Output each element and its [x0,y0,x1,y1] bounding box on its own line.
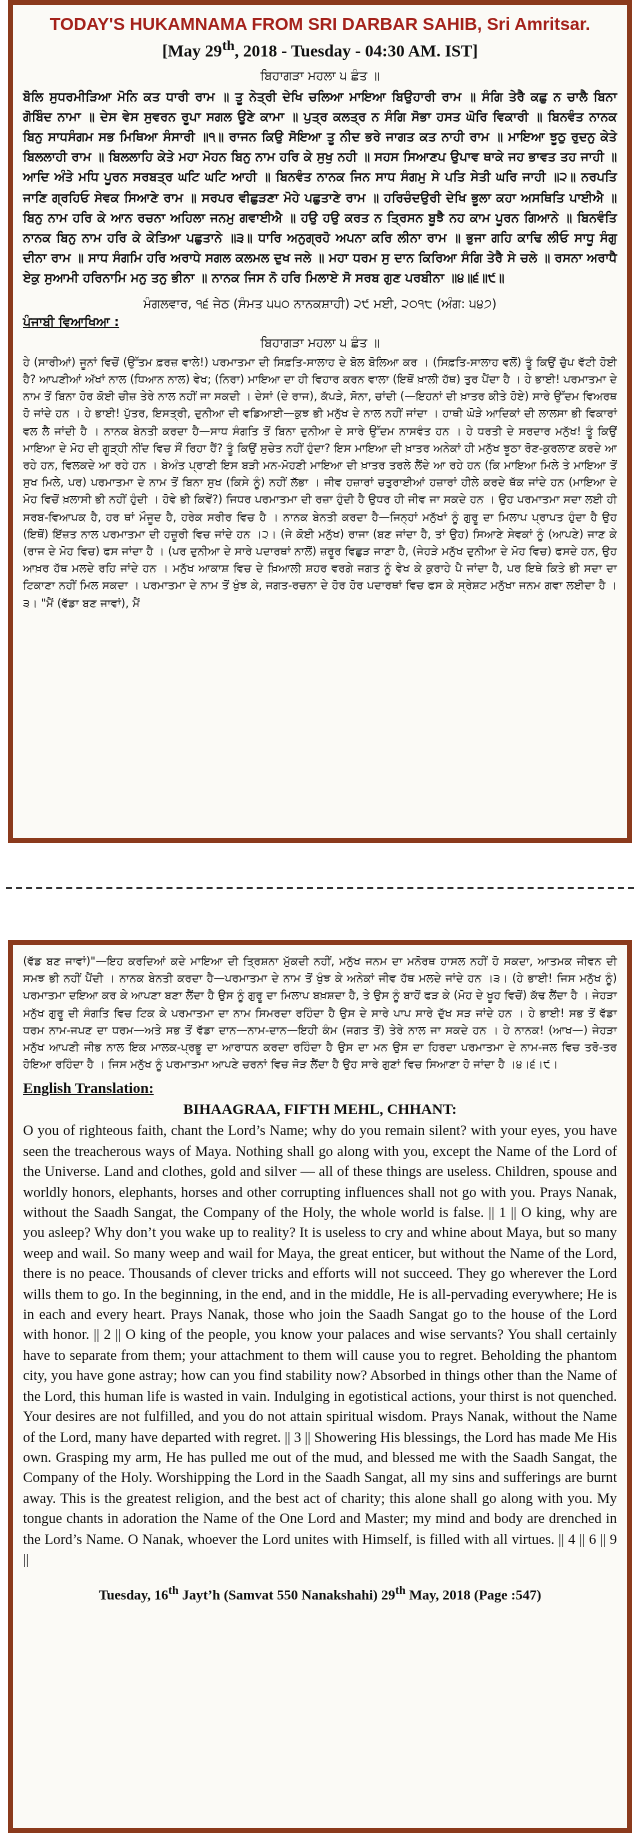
page-divider [6,887,634,889]
punjabi-date-line: ਮੰਗਲਵਾਰ, ੧੬ ਜੇਠ (ਸੰਮਤ ੫੫੦ ਨਾਨਕਸ਼ਾਹੀ) ੨੯ ਮਈ, ੨੦੧੮ (ਅੰਗ: ੫੪੭) [143,295,497,311]
date-subtitle [23,35,617,63]
english-translation-label: English Translation: [23,1081,154,1098]
english-heading: BIHAAGRAA, FIFTH MEHL, CHHANT: [183,1102,457,1119]
hukamnama-panel-top [8,0,632,843]
footer-suffix: May, 2018 (Page :547) [405,1589,542,1605]
vyakhya-heading: ਬਿਹਾਗੜਾ ਮਹਲਾ ੫ ਛੰਤ ॥ [260,334,380,350]
punjabi-vyakhya-label: ਪੰਜਾਬੀ ਵਿਆਖਿਆ : [23,313,120,329]
footer-middle: Jayt’h (Samvat 550 Nanakshahi) 29 [178,1589,396,1605]
date-suffix: , 2018 - Tuesday - 04:30 AM. IST] [234,41,478,61]
footer-ordinal-1: th [168,1584,179,1598]
page-title: TODAY'S HUKAMNAMA FROM SRI DARBAR SAHIB, Sri Amritsar. [49,14,591,34]
gurbani-heading: ਬਿਹਾਗੜਾ ਮਹਲਾ ੫ ਛੰਤ ॥ [260,67,380,83]
gurbani-text: ਬੋਲਿ ਸੁਧਰਮੀੜਿਆ ਮੋਨਿ ਕਤ ਧਾਰੀ ਰਾਮ ॥ ਤੂ ਨੇਤ੍ਰੀ ਦੇਖਿ ਚਲਿਆ ਮਾਇਆ ਬਿਉਹਾਰੀ ਰਾਮ ॥ ਸੰਗਿ ਤੇਰੈ ਕਛੁ ਨ ਚਾਲੈ ਬਿਨਾ ਗੋਬਿੰਦ ਨਾਮਾ ॥ ਦੇਸ ਵੇਸ ਸੁਵਰਨ ਰੂਪਾ ਸਗਲ ਊਣੇ ਕਾਮਾ ॥ ਪੁਤ੍ਰ ਕਲਤ੍ਰ ਨ ਸੰਗਿ ਸੋਭਾ ਹਸਤ ਘੋਰਿ ਵਿਕਾਰੀ ॥ ਬਿਨਵੰਤ ਨਾਨਕ ਬਿਨੁ ਸਾਧਸੰਗਮ ਸਭ ਮਿਥਿਆ ਸੰਸਾਰੀ ॥੧॥ ਰਾਜਨ ਕਿਉ ਸੋਇਆ ਤੂ ਨੀਦ ਭਰੇ ਜਾਗਤ ਕਤ ਨਾਹੀ ਰਾਮ ॥ ਮਾਇਆ ਝੂਠੁ ਰੁਦਨੁ ਕੇਤੇ ਬਿਲਲਾਹੀ ਰਾਮ ॥ ਬਿਲਲਾਹਿ ਕੇਤੇ ਮਹਾ ਮੋਹਨ ਬਿਨੁ ਨਾਮ ਹਰਿ ਕੇ ਸੁਖੁ ਨਹੀ ॥ ਸਹਸ ਸਿਆਣਪ ਉਪਾਵ ਥਾਕੇ ਜਹ ਭਾਵਤ ਤਹ ਜਾਹੀ ॥ ਆਦਿ ਅੰਤੇ ਮਧਿ ਪੂਰਨ ਸਰਬਤ੍ਰ ਘਟਿ ਘਟਿ ਆਹੀ ॥ ਬਿਨਵੰਤ ਨਾਨਕ ਜਿਨ ਸਾਧ ਸੰਗਮੁ ਸੇ ਪਤਿ ਸੇਤੀ ਘਰਿ ਜਾਹੀ ॥੨॥ ਨਰਪਤਿ ਜਾਣਿ ਗ੍ਰਹਿਓ ਸੇਵਕ ਸਿਆਣੇ ਰਾਮ ॥ ਸਰਪਰ ਵੀਛੁੜਣਾ ਮੋਹੇ ਪਛੁਤਾਣੇ ਰਾਮ ॥ ਹਰਿਚੰਦਉਰੀ ਦੇਖਿ ਭੂਲਾ ਕਹਾ ਅਸਥਿਤਿ ਪਾਈਐ ॥ ਬਿਨੁ ਨਾਮ ਹਰਿ ਕੇ ਆਨ ਰਚਨਾ ਅਹਿਲਾ ਜਨਮੁ ਗਵਾਈਐ ॥ ਹਉ ਹਉ ਕਰਤ ਨ ਤ੍ਰਿਸਨ ਬੂਝੈ ਨਹ ਕਾਮ ਪੂਰਨ ਗਿਆਨੇ ॥ ਬਿਨਵੰਤਿ ਨਾਨਕ ਬਿਨੁ ਨਾਮ ਹਰਿ ਕੇ ਕੇਤਿਆ ਪਛੁਤਾਨੇ ॥੩॥ ਧਾਰਿ ਅਨੁਗ੍ਰਹੋ ਅਪਨਾ ਕਰਿ ਲੀਨਾ ਰਾਮ ॥ ਭੁਜਾ ਗਹਿ ਕਾਢਿ ਲੀਓ ਸਾਧੂ ਸੰਗੁ ਦੀਨਾ ਰਾਮ ॥ ਸਾਧ ਸੰਗਮਿ ਹਰਿ ਅਰਾਧੇ ਸਗਲ ਕਲਮਲ ਦੁਖ ਜਲੇ ॥ ਮਹਾ ਧਰਮ ਸੁ ਦਾਨ ਕਿਰਿਆ ਸੰਗਿ ਤੇਰੈ ਸੇ ਚਲੇ ॥ ਰਸਨਾ ਅਰਾਧੈ ਏਕੁ ਸੁਆਮੀ ਹਰਿਨਾਮਿ ਮਨੁ ਤਨੁ ਭੀਨਾ ॥ ਨਾਨਕ ਜਿਸ ਨੋ ਹਰਿ ਮਿਲਾਏ ਸੋ ਸਰਬ ਗੁਣ ਪਰਬੀਨਾ ॥੪॥੬॥੯॥ [23,88,617,286]
english-date-footer [23,1580,617,1608]
hukamnama-panel-bottom [8,940,632,1833]
punjabi-vyakhya-text: ਹੇ (ਸਾਰੀਆਂ) ਜੂਨਾਂ ਵਿਚੋਂ (ਉੱਤਮ ਫ਼ਰਜ਼ ਵਾਲੇ!) ਪਰਮਾਤਮਾ ਦੀ ਸਿਫ਼ਤਿ-ਸਾਲਾਹ ਦੇ ਬੋਲ ਬੋਲਿਆ ਕਰ । (ਸਿਫ਼ਤਿ-ਸਾਲਾਹ ਵਲੋਂ) ਤੂੰ ਕਿਉਂ ਚੁੱਪ ਵੱਟੀ ਹੋਈ ਹੈ? ਆਪਣੀਆਂ ਅੱਖਾਂ ਨਾਲ (ਧਿਆਨ ਨਾਲ) ਵੇਖ; (ਨਿਰਾ) ਮਾਇਆ ਦਾ ਹੀ ਵਿਹਾਰ ਕਰਨ ਵਾਲਾ (ਇਥੋਂ ਖ਼ਾਲੀ ਹੱਥ) ਤੁਰ ਪੈਂਦਾ ਹੈ । ਹੇ ਭਾਈ! ਪਰਮਾਤਮਾ ਦੇ ਨਾਮ ਤੋਂ ਬਿਨਾ ਹੋਰ ਕੋਈ ਚੀਜ਼ ਤੇਰੇ ਨਾਲ ਨਹੀਂ ਜਾ ਸਕਦੀ । ਦੇਸਾਂ (ਦੇ ਰਾਜ), ਕੱਪੜੇ, ਸੋਨਾ, ਚਾਂਦੀ (—ਇਹਨਾਂ ਦੀ ਖ਼ਾਤਰ ਕੀਤੇ ਹੋਏ) ਸਾਰੇ ਉੱਦਮ ਵਿਅਰਥ ਹੋ ਜਾਂਦੇ ਹਨ । ਹੇ ਭਾਈ! ਪੁੱਤਰ, ਇਸਤ੍ਰੀ, ਦੁਨੀਆ ਦੀ ਵਡਿਆਈ—ਕੁਝ ਭੀ ਮਨੁੱਖ ਦੇ ਨਾਲ ਨਹੀਂ ਜਾਂਦਾ । ਹਾਥੀ ਘੋੜੇ ਆਦਿਕਾਂ ਦੀ ਲਾਲਸਾ ਭੀ ਵਿਕਾਰਾਂ ਵਲ ਲੈ ਜਾਂਦੀ ਹੈ । ਨਾਨਕ ਬੇਨਤੀ ਕਰਦਾ ਹੈ—ਸਾਧ ਸੰਗਤਿ ਤੋਂ ਬਿਨਾ ਦੁਨੀਆ ਦੇ ਸਾਰੇ ਉੱਦਮ ਨਾਸਵੰਤ ਹਨ । ਹੇ ਧਰਤੀ ਦੇ ਸਰਦਾਰ ਮਨੁੱਖ! ਤੂੰ ਕਿਉਂ ਮਾਇਆ ਦੇ ਮੋਹ ਦੀ ਗੂੜ੍ਹੀ ਨੀਂਦ ਵਿਚ ਸੌਂ ਰਿਹਾ ਹੈਂ? ਤੂੰ ਕਿਉਂ ਸੁਚੇਤ ਨਹੀਂ ਹੁੰਦਾ? ਇਸ ਮਾਇਆ ਦੀ ਖ਼ਾਤਰ ਅਨੇਕਾਂ ਹੀ ਮਨੁੱਖ ਝੂਠਾ ਰੋਣ-ਕੁਰਲਾਣ ਕਰਦੇ ਆ ਰਹੇ ਹਨ, ਵਿਲਕਦੇ ਆ ਰਹੇ ਹਨ । ਬੇਅੰਤ ਪ੍ਰਾਣੀ ਇਸ ਬੜੀ ਮਨ-ਮੋਹਣੀ ਮਾਇਆ ਦੀ ਖ਼ਾਤਰ ਤਰਲੇ ਲੈਂਦੇ ਆ ਰਹੇ ਹਨ (ਕਿ ਮਾਇਆ ਮਿਲੇ ਤੇ ਮਾਇਆ ਤੋਂ ਸੁਖ ਮਿਲੇ, ਪਰ) ਪਰਮਾਤਮਾ ਦੇ ਨਾਮ ਤੋਂ ਬਿਨਾ ਸੁਖ (ਕਿਸੇ ਨੂੰ) ਨਹੀਂ ਲੱਭਾ । ਜੀਵ ਹਜ਼ਾਰਾਂ ਚਤੁਰਾਈਆਂ ਹਜ਼ਾਰਾਂ ਹੀਲੇ ਕਰਦੇ ਥੱਕ ਜਾਂਦੇ ਹਨ (ਮਾਇਆ ਦੇ ਮੋਹ ਵਿਚੋਂ ਖ਼ਲਾਸੀ ਭੀ ਨਹੀਂ ਹੁੰਦੀ । ਹੋਵੇ ਭੀ ਕਿਵੇਂ?) ਜਿਧਰ ਪਰਮਾਤਮਾ ਦੀ ਰਜ਼ਾ ਹੁੰਦੀ ਹੈ ਉਧਰ ਹੀ ਜੀਵ ਜਾ ਸਕਦੇ ਹਨ । ਉਹ ਪਰਮਾਤਮਾ ਸਦਾ ਲਈ ਹੀ ਸਰਬ-ਵਿਆਪਕ ਹੈ, ਹਰ ਥਾਂ ਮੌਜੂਦ ਹੈ, ਹਰੇਕ ਸਰੀਰ ਵਿਚ ਹੈ । ਨਾਨਕ ਬੇਨਤੀ ਕਰਦਾ ਹੈ—ਜਿਨ੍ਹਾਂ ਮਨੁੱਖਾਂ ਨੂੰ ਗੁਰੂ ਦਾ ਮਿਲਾਪ ਪ੍ਰਾਪਤ ਹੁੰਦਾ ਹੈ ਉਹ (ਇਥੋਂ) ਇੱਜ਼ਤ ਨਾਲ ਪਰਮਾਤਮਾ ਦੀ ਹਜ਼ੂਰੀ ਵਿਚ ਜਾਂਦੇ ਹਨ ।੨। (ਜੇ ਕੋਈ ਮਨੁੱਖ) ਰਾਜਾ (ਬਣ ਜਾਂਦਾ ਹੈ, ਤਾਂ ਉਹ) ਸਿਆਣੇ ਸੇਵਕਾਂ ਨੂੰ (ਆਪਣੇ) ਜਾਣ ਕੇ (ਰਾਜ ਦੇ ਮੋਹ ਵਿਚ) ਫਸ ਜਾਂਦਾ ਹੈ । (ਪਰ ਦੁਨੀਆ ਦੇ ਸਾਰੇ ਪਦਾਰਥਾਂ ਨਾਲੋਂ) ਜ਼ਰੂਰ ਵਿਛੁੜ ਜਾਣਾ ਹੈ, (ਜੇਹੜੇ ਮਨੁੱਖ ਦੁਨੀਆ ਦੇ ਮੋਹ ਵਿਚ) ਫਸਦੇ ਹਨ, ਉਹ ਆਖ਼ਰ ਹੱਥ ਮਲਦੇ ਰਹਿ ਜਾਂਦੇ ਹਨ । ਮਨੁੱਖ ਆਕਾਸ਼ ਵਿਚ ਦੇ ਖ਼ਿਆਲੀ ਸ਼ਹਰ ਵਰਗੇ ਜਗਤ ਨੂੰ ਵੇਖ ਕੇ ਕੁਰਾਹੇ ਪੈ ਜਾਂਦਾ ਹੈ, ਪਰ ਇਥੇ ਕਿਤੇ ਭੀ ਸਦਾ ਦਾ ਟਿਕਾਣਾ ਨਹੀਂ ਮਿਲ ਸਕਦਾ । ਪਰਮਾਤਮਾ ਦੇ ਨਾਮ ਤੋਂ ਖੁੰਝ ਕੇ, ਜਗਤ-ਰਚਨਾ ਦੇ ਹੋਰ ਹੋਰ ਪਦਾਰਥਾਂ ਵਿਚ ਫਸ ਕੇ ਸ੍ਰੇਸ਼ਟ ਮਨੁੱਖਾ ਜਨਮ ਗਵਾ ਲਈਦਾ ਹੈ ।੩। "ਮੈਂ (ਵੱਡਾ ਬਣ ਜਾਵਾਂ), ਮੈਂ [23,355,617,610]
footer-ordinal-2: th [395,1584,406,1598]
english-translation-text: O you of righteous faith, chant the Lord’s Name; why do you remain silent? with your eyes, you have seen the treacherous ways of Maya. Nothing shall go along with you, except the Name of the Lord of the Universe. Land and clothes, gold and silver — all of these things are useless. Children, spouse and worldly honors, elephants, horses and other corrupting influences shall not go with you. Prays Nanak, without the Saadh Sangat, the Company of the Holy, the whole world is false. || 1 || O king, why are you asleep? Why don’t you wake up to reality? It is useless to cry and whine about Maya, but so many weep and wail. So many weep and wail for Maya, the great enticer, but without the Name of the Lord, there is no peace. Thousands of clever tricks and efforts will not succeed. They go wherever the Lord wills them to go. In the beginning, in the end, and in the middle, He is all-pervading everywhere; He is in each and every heart. Prays Nanak, those who join the Saadh Sangat go to the house of the Lord with honor. || 2 || O king of the people, you know your palaces and wise servants? You shall certainly have to separate from them; your attachment to them will cause you to regret. Beholding the phantom city, you have gone astray; how can you find stability now? Absorbed in things other than the Name of the Lord, this human life is wasted in vain. Indulging in egotistical actions, your thirst is not quenched. Your desires are not fulfilled, and you do not attain spiritual wisdom. Prays Nanak, without the Name of the Lord, many have departed with regret. || 3 || Showering His blessings, the Lord has made Me His own. Grasping my arm, He has pulled me out of the mud, and blessed me with the Saadh Sangat, the Company of the Holy. Worshipping the Lord in the Saadh Sangat, all my sins and sufferings are burnt away. This is the greatest religion, and the best act of charity; this alone shall go along with you. My tongue chants in adoration the Name of the One Lord and Master; my mind and body are drenched in the Lord’s Name. O Nanak, whoever the Lord unites with Himself, is filled with all virtues. || 4 || 6 || 9 || [23,1123,617,1568]
date-prefix: [May 29 [162,41,223,61]
punjabi-vyakhya-continued: (ਵੱਡ ਬਣ ਜਾਵਾਂ)"—ਇਹ ਕਰਦਿਆਂ ਕਦੇ ਮਾਇਆ ਦੀ ਤ੍ਰਿਸ਼ਨਾ ਮੁੱਕਦੀ ਨਹੀਂ, ਮਨੁੱਖ ਜਨਮ ਦਾ ਮਨੋਰਥ ਹਾਸਲ ਨਹੀਂ ਹੋ ਸਕਦਾ, ਆਤਮਕ ਜੀਵਨ ਦੀ ਸਮਝ ਭੀ ਨਹੀਂ ਪੈਂਦੀ । ਨਾਨਕ ਬੇਨਤੀ ਕਰਦਾ ਹੈ—ਪਰਮਾਤਮਾ ਦੇ ਨਾਮ ਤੋਂ ਖੁੰਝ ਕੇ ਅਨੇਕਾਂ ਜੀਵ ਹੱਥ ਮਲਦੇ ਜਾਂਦੇ ਹਨ ।੩। (ਹੇ ਭਾਈ! ਜਿਸ ਮਨੁੱਖ ਨੂੰ) ਪਰਮਾਤਮਾ ਦਇਆ ਕਰ ਕੇ ਆਪਣਾ ਬਣਾ ਲੈਂਦਾ ਹੈ ਉਸ ਨੂੰ ਗੁਰੂ ਦਾ ਮਿਲਾਪ ਬਖ਼ਸ਼ਦਾ ਹੈ, ਤੇ ਉਸ ਨੂੰ ਬਾਹੋਂ ਫੜ ਕੇ (ਮੋਹ ਦੇ ਖੂਹ ਵਿਚੋਂ) ਕੱਢ ਲੈਂਦਾ ਹੈ । ਜੇਹੜਾ ਮਨੁੱਖ ਗੁਰੂ ਦੀ ਸੰਗਤਿ ਵਿਚ ਟਿਕ ਕੇ ਪਰਮਾਤਮਾ ਦਾ ਨਾਮ ਸਿਮਰਦਾ ਰਹਿੰਦਾ ਹੈ ਉਸ ਦੇ ਸਾਰੇ ਪਾਪ ਸਾਰੇ ਦੁੱਖ ਸੜ ਜਾਂਦੇ ਹਨ । ਹੇ ਭਾਈ! ਸਭ ਤੋਂ ਵੱਡਾ ਧਰਮ ਨਾਮ-ਜਪਣ ਦਾ ਧਰਮ—ਅਤੇ ਸਭ ਤੋਂ ਵੱਡਾ ਦਾਨ—ਨਾਮ-ਦਾਨ—ਇਹੀ ਕੰਮ (ਜਗਤ ਤੋਂ) ਤੇਰੇ ਨਾਲ ਜਾ ਸਕਦੇ ਹਨ । ਹੇ ਨਾਨਕ! (ਆਖ—) ਜੇਹੜਾ ਮਨੁੱਖ ਆਪਣੀ ਜੀਭ ਨਾਲ ਇਕ ਮਾਲਕ-ਪ੍ਰਭੂ ਦਾ ਆਰਾਧਨ ਕਰਦਾ ਰਹਿੰਦਾ ਹੈ ਉਸ ਦਾ ਮਨ ਉਸ ਦਾ ਹਿਰਦਾ ਪਰਮਾਤਮਾ ਦੇ ਨਾਮ-ਜਲ ਵਿਚ ਤਰੋ-ਤਰ ਹੋਇਆ ਰਹਿੰਦਾ ਹੈ । ਜਿਸ ਮਨੁੱਖ ਨੂੰ ਪਰਮਾਤਮਾ ਆਪਣੇ ਚਰਨਾਂ ਵਿਚ ਜੋੜ ਲੈਂਦਾ ਹੈ ਉਹ ਸਾਰੇ ਗੁਣਾਂ ਵਿਚ ਸਿਆਣਾ ਹੋ ਜਾਂਦਾ ਹੈ ।੪।੬।੯। [23,955,617,1072]
date-ordinal: th [222,38,235,54]
footer-prefix: Tuesday, 16 [98,1589,169,1605]
